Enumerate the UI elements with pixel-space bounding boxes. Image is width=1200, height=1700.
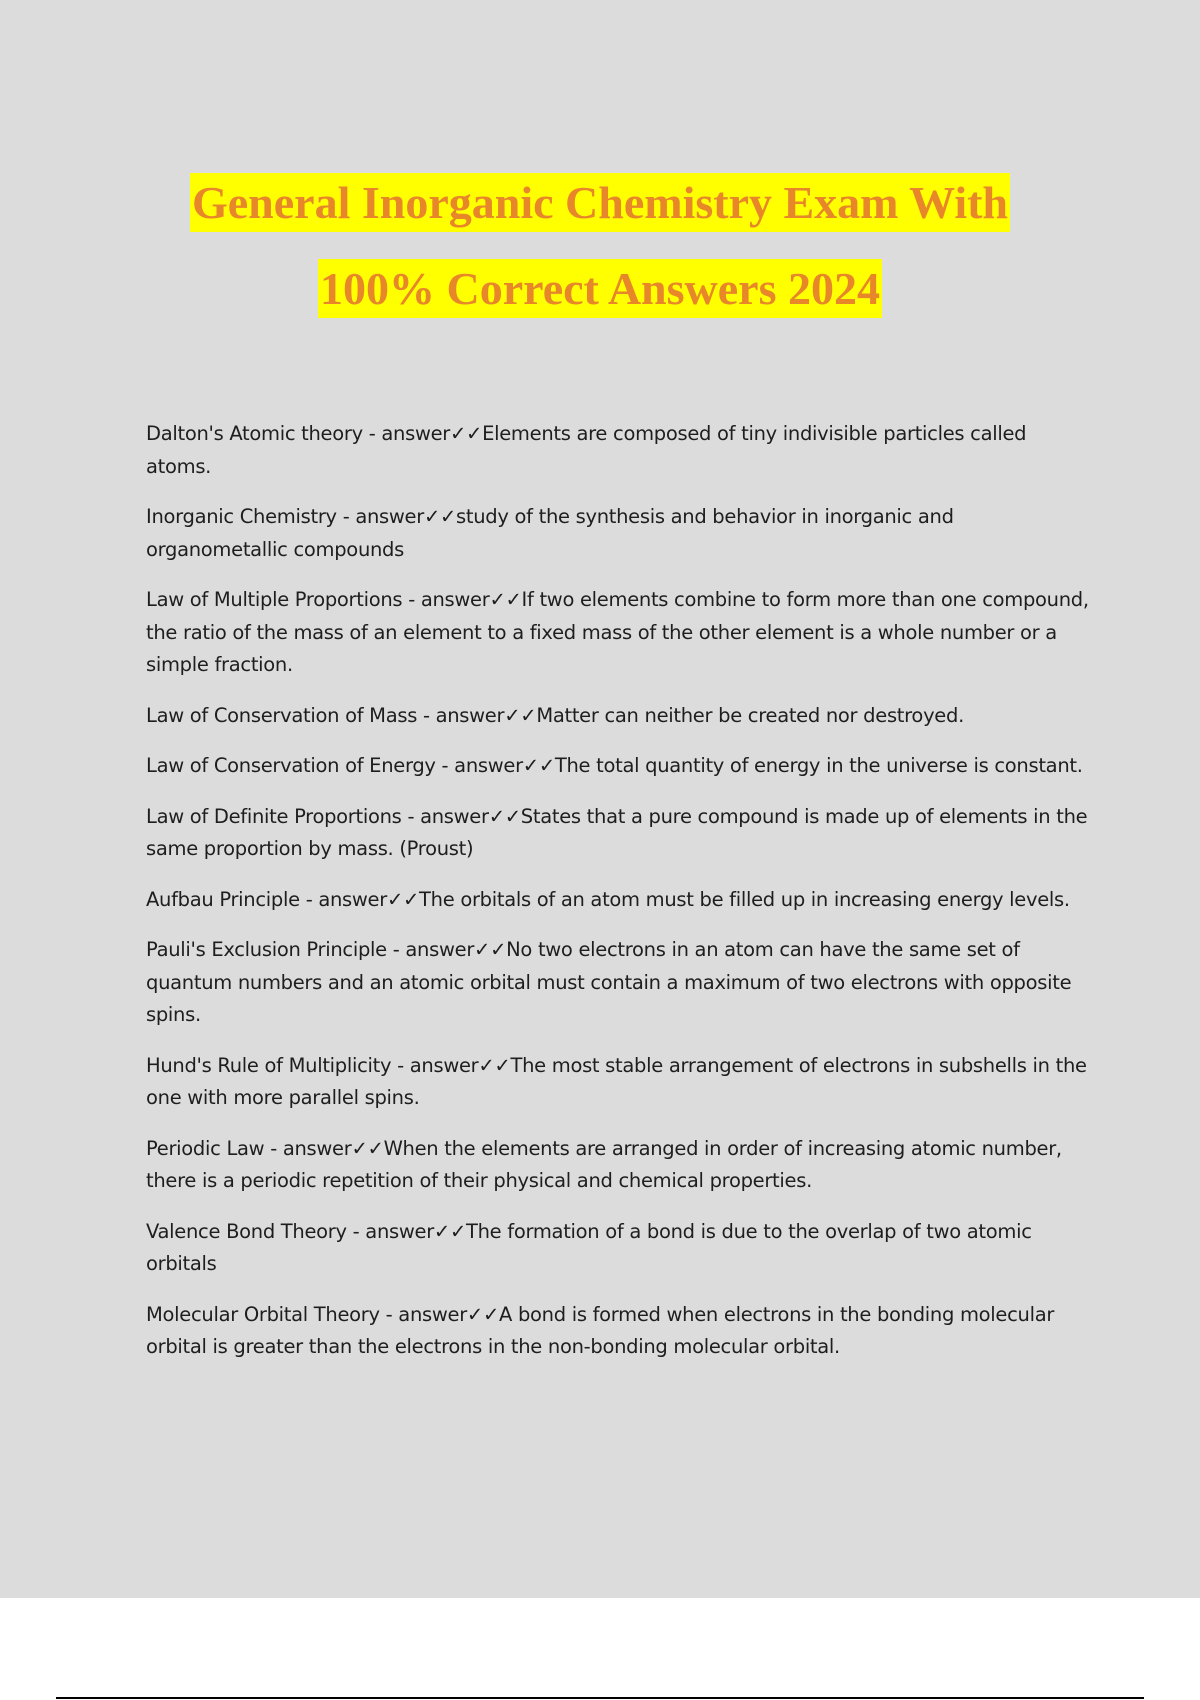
qa-list bbox=[146, 418, 1096, 1382]
qa-answer: If two elements combine to form more than one compound, the ratio of the mass of an element to a fixed mass of the other element is a whole number or a simple fraction. bbox=[146, 588, 1089, 676]
qa-separator: - answer✓✓ bbox=[346, 1219, 467, 1243]
qa-answer: The formation of a bond is due to the overlap of two atomic orbitals bbox=[146, 1219, 1032, 1275]
qa-separator: - answer✓✓ bbox=[401, 804, 521, 828]
qa-answer: The orbitals of an atom must be filled up in increasing energy levels. bbox=[419, 887, 1070, 911]
qa-answer: When the elements are arranged in order of increasing atomic number, there is a periodic repetition of their physical and chemical properties. bbox=[146, 1136, 1062, 1192]
qa-item bbox=[146, 934, 1096, 1032]
qa-item bbox=[146, 884, 1096, 917]
qa-item bbox=[146, 1050, 1096, 1115]
qa-item bbox=[146, 418, 1096, 483]
qa-answer: States that a pure compound is made up of elements in the same proportion by mass. (Proust) bbox=[146, 804, 1088, 860]
qa-term: Law of Conservation of Mass bbox=[146, 703, 418, 727]
qa-term: Periodic Law bbox=[146, 1136, 265, 1160]
qa-separator: - answer✓✓ bbox=[379, 1302, 500, 1326]
qa-item bbox=[146, 584, 1096, 682]
qa-term: Pauli's Exclusion Principle bbox=[146, 938, 387, 961]
qa-separator: - answer✓✓ bbox=[264, 1136, 384, 1160]
document-title bbox=[0, 160, 1200, 332]
qa-term: Aufbau Principle bbox=[146, 887, 300, 911]
qa-separator: - answer✓✓ bbox=[299, 887, 420, 911]
qa-term: Dalton's Atomic theory bbox=[146, 422, 363, 445]
title-line-1 bbox=[0, 160, 1200, 246]
qa-separator: - answer✓✓ bbox=[362, 422, 483, 445]
qa-separator: - answer✓✓ bbox=[386, 938, 507, 961]
qa-separator: - answer✓✓ bbox=[402, 588, 522, 611]
footer-divider bbox=[56, 1697, 1144, 1699]
qa-answer: No two electrons in an atom can have the same set of quantum numbers and an atomic orbital must contain a maximum of two electrons with opposite spins. bbox=[146, 938, 1072, 1026]
qa-term: Law of Conservation of Energy bbox=[146, 754, 436, 777]
qa-item bbox=[146, 801, 1096, 866]
qa-term: Molecular Orbital Theory bbox=[146, 1302, 380, 1326]
qa-item bbox=[146, 700, 1096, 733]
qa-term: Valence Bond Theory bbox=[146, 1219, 347, 1243]
qa-separator: - answer✓✓ bbox=[336, 505, 457, 528]
qa-separator: - answer✓✓ bbox=[391, 1053, 511, 1077]
qa-item bbox=[146, 750, 1096, 783]
qa-answer: Matter can neither be created nor destroyed. bbox=[536, 703, 964, 727]
qa-term: Law of Multiple Proportions bbox=[146, 588, 403, 611]
qa-term: Hund's Rule of Multiplicity bbox=[146, 1053, 392, 1077]
qa-term: Inorganic Chemistry bbox=[146, 505, 337, 528]
qa-item bbox=[146, 1133, 1096, 1198]
title-text-1: General Inorganic Chemistry Exam With bbox=[190, 173, 1010, 232]
qa-separator: - answer✓✓ bbox=[417, 703, 537, 727]
qa-term: Law of Definite Proportions bbox=[146, 804, 402, 828]
qa-separator: - answer✓✓ bbox=[435, 754, 555, 777]
qa-answer: The total quantity of energy in the universe is constant. bbox=[554, 754, 1083, 777]
qa-answer: study of the synthesis and behavior in inorganic and organometallic compounds bbox=[146, 505, 954, 561]
qa-item bbox=[146, 1299, 1096, 1364]
title-line-2 bbox=[0, 246, 1200, 332]
title-text-2: 100% Correct Answers 2024 bbox=[318, 259, 882, 318]
qa-item bbox=[146, 1216, 1096, 1281]
qa-answer: Elements are composed of tiny indivisible particles called atoms. bbox=[146, 422, 1027, 478]
qa-answer: The most stable arrangement of electrons in subshells in the one with more parallel spins. bbox=[146, 1053, 1087, 1109]
qa-item bbox=[146, 501, 1096, 566]
qa-answer: A bond is formed when electrons in the bonding molecular orbital is greater than the electrons in the non-bonding molecular orbital. bbox=[146, 1302, 1055, 1358]
